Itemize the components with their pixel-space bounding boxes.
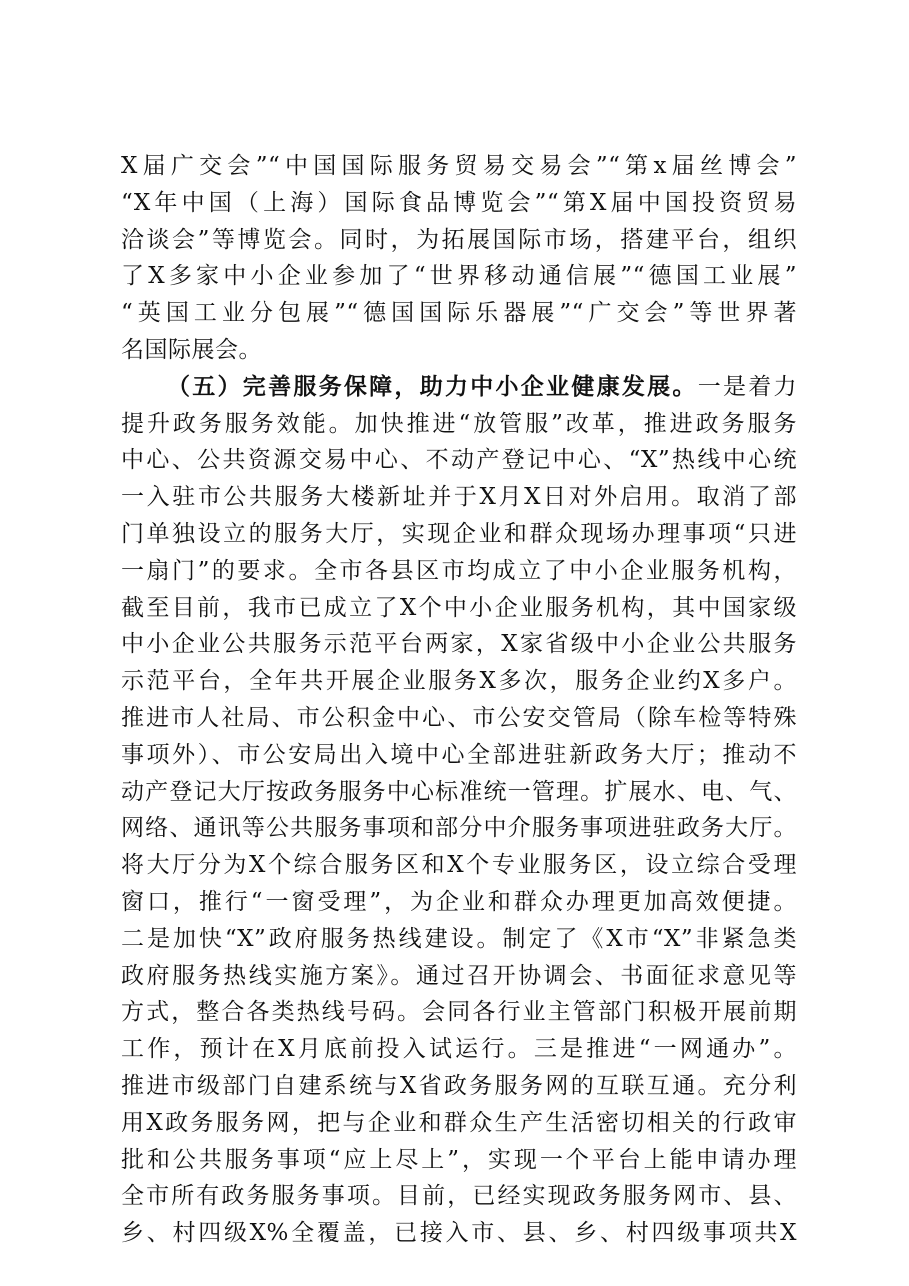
paragraph-service-guarantee [121,369,797,1252]
text-line: 一扇门”的要求。全市各县区市均成立了中小企业服务机构， [121,557,797,584]
text-line: 推进市级部门自建系统与X省政务服务网的互联互通。充分利 [121,1072,797,1099]
text-line: 方式，整合各类热线号码。会同各行业主管部门积极开展前期 [121,999,797,1026]
text-line: 名国际展会。 [121,336,262,363]
text-line: 中小企业公共服务示范平台两家，X家省级中小企业公共服务 [121,631,797,658]
text-line: 工作，预计在X月底前投入试运行。三是推进“一网通办”。 [121,1036,797,1063]
text-line: 批和公共服务事项“应上尽上”，实现一个平台上能申请办理 [121,1146,797,1173]
text-line: 窗口，推行“一窗受理”，为企业和群众办理更加高效便捷。 [121,888,797,915]
text-line: 将大厅分为X个综合服务区和X个专业服务区，设立综合受理 [121,852,797,879]
document-body [121,148,797,1252]
text-line: 提升政务服务效能。加快推进“放管服”改革，推进政务服务 [121,410,797,437]
section-heading: （五）完善服务保障，助力中小企业健康发展。 [167,372,698,400]
text-line: 用X政务服务网，把与企业和群众生产生活密切相关的行政审 [121,1109,797,1136]
text-line [121,369,797,406]
text-line: “X年中国（上海）国际食品博览会”“第X届中国投资贸易 [121,189,797,216]
text-line: X届广交会”“中国国际服务贸易交易会”“第x届丝博会” [121,153,797,179]
text-line: 了X多家中小企业参加了“世界移动通信展”“德国工业展” [121,263,797,290]
text-line: “英国工业分包展”“德国国际乐器展”“广交会”等世界著 [121,300,797,327]
text-line: 洽谈会”等博览会。同时，为拓展国际市场，搭建平台，组织 [121,226,797,253]
text-line: 推进市人社局、市公积金中心、市公安交管局（除车检等特殊 [121,704,797,731]
text-line: 示范平台，全年共开展企业服务X多次，服务企业约X多户。 [121,668,797,695]
text-line: 政府服务热线实施方案》。通过召开协调会、书面征求意见等 [121,962,797,989]
paragraph-exhibitions [121,148,797,369]
text-line: 全市所有政务服务事项。目前，已经实现政务服务网市、县、 [121,1183,797,1210]
text-line: 一入驻市公共服务大楼新址并于X月X日对外启用。取消了部 [121,484,797,511]
text-line: 二是加快“X”政府服务热线建设。制定了《X市“X”非紧急类 [121,925,797,952]
text-run: 一是着力 [697,373,797,400]
text-line: 门单独设立的服务大厅，实现企业和群众现场办理事项“只进 [121,520,797,547]
text-line: 乡、村四级X%全覆盖，已接入市、县、乡、村四级事项共X [121,1220,797,1247]
text-line: 动产登记大厅按政务服务中心标准统一管理。扩展水、电、气、 [121,778,797,805]
text-line: 中心、公共资源交易中心、不动产登记中心、“X”热线中心统 [121,447,797,474]
text-line: 网络、通讯等公共服务事项和部分中介服务事项进驻政务大厅。 [121,815,797,842]
text-line: 事项外）、市公安局出入境中心全部进驻新政务大厅；推动不 [121,741,797,768]
text-line: 截至目前，我市已成立了X个中小企业服务机构，其中国家级 [121,594,797,621]
